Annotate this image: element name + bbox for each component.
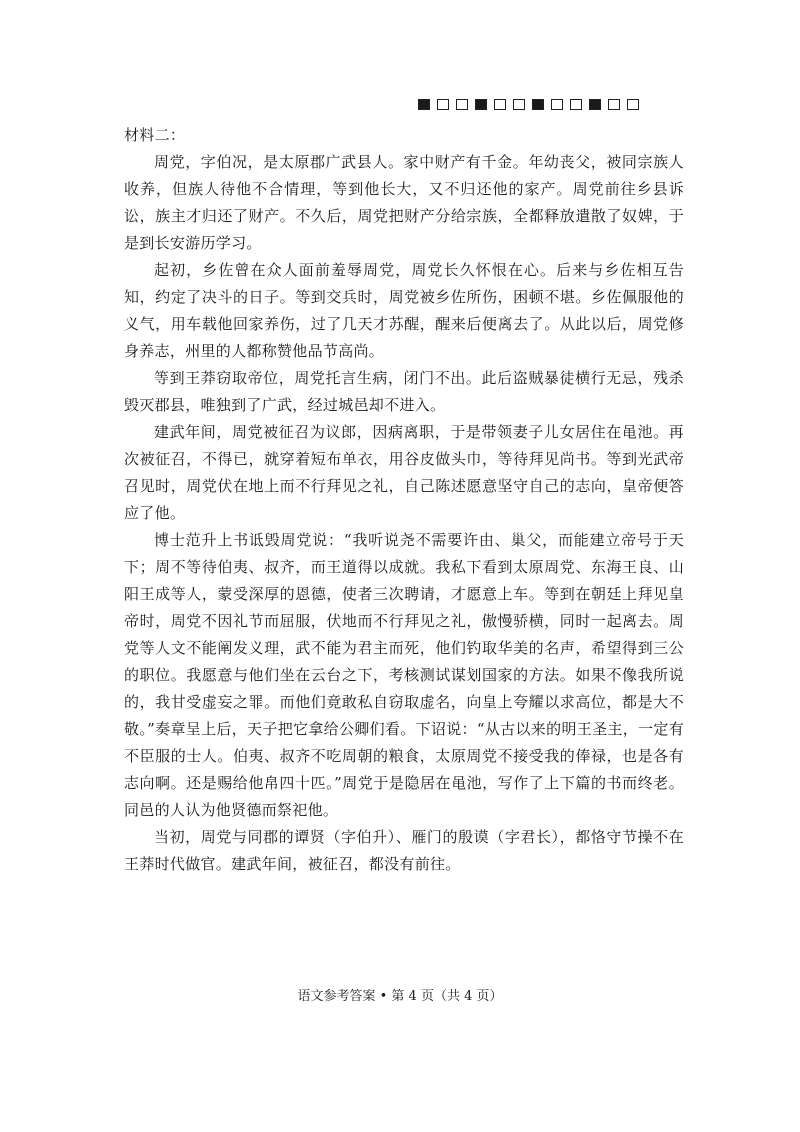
section-title: 材料二： [124, 126, 186, 144]
empty-square-icon [608, 99, 620, 110]
page-marker-squares [418, 99, 639, 110]
empty-square-icon [437, 99, 449, 110]
paragraph: 博士范升上书诋毁周党说：“我听说尧不需要许由、巢父，而能建立帝号于天下；周不等待伯夷、叔齐，而王道得以成就。我私下看到太原周党、东海王良、山阳王成等人，蒙受深厚的恩德，使者三次聘请，才愿意上车。等到在朝廷上拜见皇帝时，周党不因礼节而屈服，伏地而不行拜见之礼，傲慢骄横，同时一起离去。周党等人文不能阐发义理，武不能为君主而死，他们钓取华美的名声，希望得到三公的职位。我愿意与他们坐在云台之下，考核测试谋划国家的方法。如果不像我所说的，我甘受虚妄之罪。而他们竟敢私自窃取虚名，向皇上夸耀以求高位，都是大不敬。”奏章呈上后，天子把它拿给公卿们看。下诏说：“从古以来的明王圣主，一定有不臣服的士人。伯夷、叔齐不吃周朝的粮食，太原周党不接受我的俸禄，也是各有志向啊。还是赐给他帛四十匹。”周党于是隐居在黾池，写作了上下篇的书而终老。同邑的人认为他贤德而祭祀他。 [124, 531, 684, 819]
paragraph: 周党，字伯况，是太原郡广武县人。家中财产有千金。年幼丧父，被同宗族人收养，但族人待他不合情理，等到他长大，又不归还他的家产。周党前往乡县诉讼，族主才归还了财产。不久后，周党把财产分给宗族，全都释放遣散了奴婢，于是到长安游历学习。 [124, 153, 684, 252]
filled-square-icon [589, 99, 601, 110]
filled-square-icon [532, 99, 544, 110]
paragraph: 等到王莽窃取帝位，周党托言生病，闭门不出。此后盗贼暴徒横行无忌，残杀毁灭郡县，唯独到了广武，经过城邑却不进入。 [124, 369, 684, 414]
empty-square-icon [513, 99, 525, 110]
paragraph: 当初，周党与同郡的谭贤（字伯升）、雁门的殷谟（字君长），都恪守节操不在王莽时代做官。建武年间，被征召，都没有前往。 [124, 828, 684, 873]
empty-square-icon [570, 99, 582, 110]
empty-square-icon [551, 99, 563, 110]
empty-square-icon [456, 99, 468, 110]
paragraph: 建武年间，周党被征召为议郎，因病离职，于是带领妻子儿女居住在黾池。再次被征召，不得已，就穿着短布单衣，用谷皮做头巾，等待拜见尚书。等到光武帝召见时，周党伏在地上而不行拜见之礼，自己陈述愿意坚守自己的志向，皇帝便答应了他。 [124, 423, 684, 522]
empty-square-icon [494, 99, 506, 110]
empty-square-icon [627, 99, 639, 110]
filled-square-icon [418, 99, 430, 110]
paragraph: 起初，乡佐曾在众人面前羞辱周党，周党长久怀恨在心。后来与乡佐相互告知，约定了决斗的日子。等到交兵时，周党被乡佐所伤，困顿不堪。乡佐佩服他的义气，用车载他回家养伤，过了几天才苏醒，醒来后便离去了。从此以后，周党修身养志，州里的人都称赞他品节高尚。 [124, 261, 684, 360]
document-body [124, 122, 684, 878]
filled-square-icon [475, 99, 487, 110]
page-footer: 语文参考答案 • 第 4 页（共 4 页） [297, 989, 503, 1004]
